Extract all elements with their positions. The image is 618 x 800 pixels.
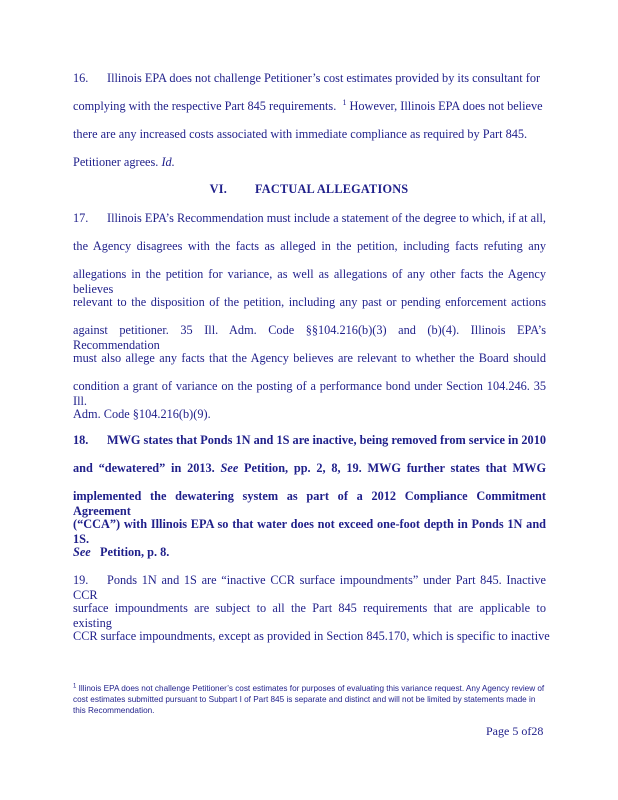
id-citation: Id. (161, 155, 175, 169)
para16-line1: 16. Illinois EPA does not challenge Petitioner’s cost estimates provided by its consultant for (73, 71, 541, 85)
footnote-text: Illinois EPA does not challenge Petitioner’s cost estimates for purposes of evaluating this variance request. Any Agency review of cost estimates submitted pursuant to Subpart I of Part 845 is separate and distinct and will not be limited by statements made in this Recommendation. (73, 684, 545, 715)
para17-line8: Adm. Code §104.216(b)(9). (73, 407, 211, 421)
see-signal: See (220, 461, 239, 475)
section-heading (0, 182, 618, 197)
para17-line4: relevant to the disposition of the petition, including any past or pending enforcement actions (73, 295, 546, 309)
para18-line1: 18. MWG states that Ponds 1N and 1S are inactive, being removed from service in 2010 (73, 433, 546, 447)
para16-line3: there are any increased costs associated with immediate compliance as required by Part 845. (73, 127, 528, 141)
para18-line3: implemented the dewatering system as part of a 2012 Compliance Commitment Agreement (73, 489, 546, 518)
para17-line6: must also allege any facts that the Agency believes are relevant to whether the Board should (73, 351, 546, 365)
footnote-ref[interactable]: 1 (342, 97, 347, 107)
para18-line2: and “dewatered” in 2013. See Petition, pp. 2, 8, 19. MWG further states that MWG (73, 461, 547, 475)
para16-line2: complying with the respective Part 845 requirements. $^1$ However, Illinois EPA does not believe (73, 97, 543, 113)
footnote (73, 683, 545, 716)
para19-number: 19. (73, 573, 89, 587)
para17-line7: condition a grant of variance on the posting of a performance bond under Section 104.246. 35 Ill. (73, 379, 546, 408)
para18-number: 18. (73, 433, 89, 447)
section-title: FACTUAL ALLEGATIONS (255, 182, 409, 196)
see-signal: See (73, 545, 91, 559)
page-number: Page 5 of28 (486, 724, 544, 738)
para17-line3: allegations in the petition for variance, as well as allegations of any other facts the Agency believes (73, 267, 546, 296)
para16-line4: Petitioner agrees. Id. (73, 155, 175, 169)
para19-line1: 19. Ponds 1N and 1S are “inactive CCR surface impoundments” under Part 845. Inactive CCR (73, 573, 546, 602)
para17-line2: the Agency disagrees with the facts as alleged in the petition, including facts refuting any (73, 239, 546, 253)
para17-number: 17. (73, 211, 89, 225)
para17-line5: against petitioner. 35 Ill. Adm. Code §§104.216(b)(3) and (b)(4). Illinois EPA’s Recommendation (73, 323, 546, 352)
para18-line4: (“CCA”) with Illinois EPA so that water does not exceed one-foot depth in Ponds 1N and 1S. (73, 517, 546, 546)
para19-line3: CCR surface impoundments, except as provided in Section 845.170, which is specific to inactive (73, 629, 550, 643)
para19-line2: surface impoundments are subject to all the Part 845 requirements that are applicable to existing (73, 601, 546, 630)
para17-line1: 17. Illinois EPA’s Recommendation must include a statement of the degree to which, if at all, (73, 211, 546, 225)
footnote-marker: 1 (73, 683, 77, 690)
para16-number: 16. (73, 71, 89, 85)
section-number: VI. (209, 182, 227, 196)
para18-line5: See Petition, p. 8. (73, 545, 170, 559)
